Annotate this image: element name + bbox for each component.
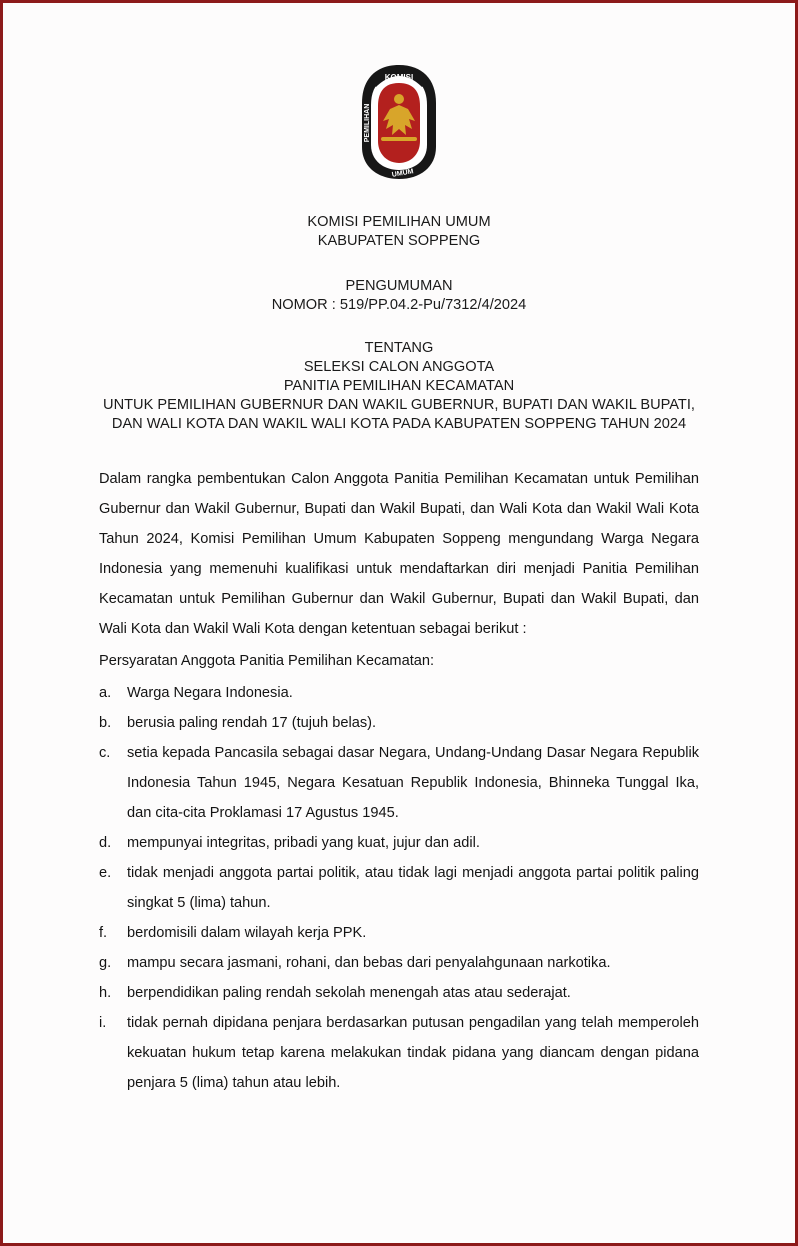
announcement-number: NOMOR : 519/PP.04.2-Pu/7312/4/2024 (271, 297, 527, 313)
subject-line-2: PANITIA PEMILIHAN KECAMATAN (283, 378, 515, 394)
svg-text:PEMILIHAN: PEMILIHAN (364, 103, 371, 143)
list-item (99, 858, 699, 918)
list-item (99, 708, 699, 738)
list-item-marker: a. (99, 685, 112, 701)
list-item-marker: i. (99, 1015, 107, 1031)
subject-heading (99, 339, 699, 434)
list-item-text: berpendidikan paling rendah sekolah menengah atas atau sederajat. (127, 985, 571, 1001)
svg-text:UMUM: UMUM (391, 168, 415, 179)
list-item (99, 978, 699, 1008)
institution-line: KOMISI PEMILIHAN UMUM (307, 214, 491, 230)
list-item-text: tidak pernah dipidana penjara berdasarkan putusan pengadilan yang telah memperoleh kekuatan hukum tetap karena melakukan tindak pidana yang diancam dengan pidana penjara 5 (lima) tahun atau lebih. (127, 1015, 699, 1091)
document-body (3, 3, 795, 1098)
list-item (99, 1008, 699, 1098)
requirements-list (99, 678, 699, 1098)
announcement-label: PENGUMUMAN (345, 278, 453, 294)
subject-line-3: UNTUK PEMILIHAN GUBERNUR DAN WAKIL GUBERNUR, BUPATI DAN WAKIL BUPATI, DAN WALI KOTA DAN WAKIL WALI KOTA PADA KABUPATEN SOPPENG TAHUN 2024 (103, 397, 695, 432)
subject-line-1: SELEKSI CALON ANGGOTA (303, 359, 495, 375)
list-item-marker: c. (99, 745, 111, 761)
list-item-marker: h. (99, 985, 112, 1001)
announcement-heading (99, 277, 699, 315)
intro-paragraph: Dalam rangka pembentukan Calon Anggota Panitia Pemilihan Kecamatan untuk Pemilihan Gubernur dan Wakil Gubernur, Bupati dan Wakil Bupati, dan Wali Kota dan Wakil Wali Kota Tahun 2024, Komisi Pemilihan Umum Kabupaten Soppeng mengundang Warga Negara Indonesia yang memenuhi kualifikasi untuk mendaftarkan diri menjadi Panitia Pemilihan Kecamatan untuk Pemilihan Gubernur dan Wakil Gubernur, Bupati dan Wakil Bupati, dan Wali Kota dan Wakil Wali Kota dengan ketentuan sebagai berikut : (99, 471, 699, 637)
list-item-text: tidak menjadi anggota partai politik, atau tidak lagi menjadi anggota partai politik paling singkat 5 (lima) tahun. (127, 865, 699, 911)
institution-line: KABUPATEN SOPPENG (317, 233, 481, 249)
kpu-logo-icon (356, 63, 442, 181)
svg-text:KOMISI: KOMISI (384, 73, 414, 82)
list-item-text: berdomisili dalam wilayah kerja PPK. (127, 925, 367, 941)
list-item-marker: g. (99, 955, 112, 971)
list-item (99, 738, 699, 828)
list-item (99, 828, 699, 858)
list-item-text: setia kepada Pancasila sebagai dasar Negara, Undang-Undang Dasar Negara Republik Indonesia Tahun 1945, Negara Kesatuan Republik Indonesia, Bhinneka Tunggal Ika, dan cita-cita Proklamasi 17 Agustus 1945. (127, 745, 699, 821)
logo-container (99, 3, 699, 181)
list-item (99, 948, 699, 978)
institution-heading (99, 213, 699, 251)
list-item-marker: d. (99, 835, 112, 851)
list-item-marker: b. (99, 715, 112, 731)
list-item-text: berusia paling rendah 17 (tujuh belas). (127, 715, 377, 731)
list-item (99, 918, 699, 948)
list-item-text: mampu secara jasmani, rohani, dan bebas dari penyalahgunaan narkotika. (127, 955, 611, 971)
list-item-text: mempunyai integritas, pribadi yang kuat, jujur dan adil. (127, 835, 480, 851)
list-item-marker: f. (99, 925, 108, 941)
list-item-text: Warga Negara Indonesia. (127, 685, 293, 701)
list-item (99, 678, 699, 708)
requirements-title: Persyaratan Anggota Panitia Pemilihan Kecamatan: (99, 653, 435, 669)
subject-label: TENTANG (364, 340, 434, 356)
list-item-marker: e. (99, 865, 112, 881)
